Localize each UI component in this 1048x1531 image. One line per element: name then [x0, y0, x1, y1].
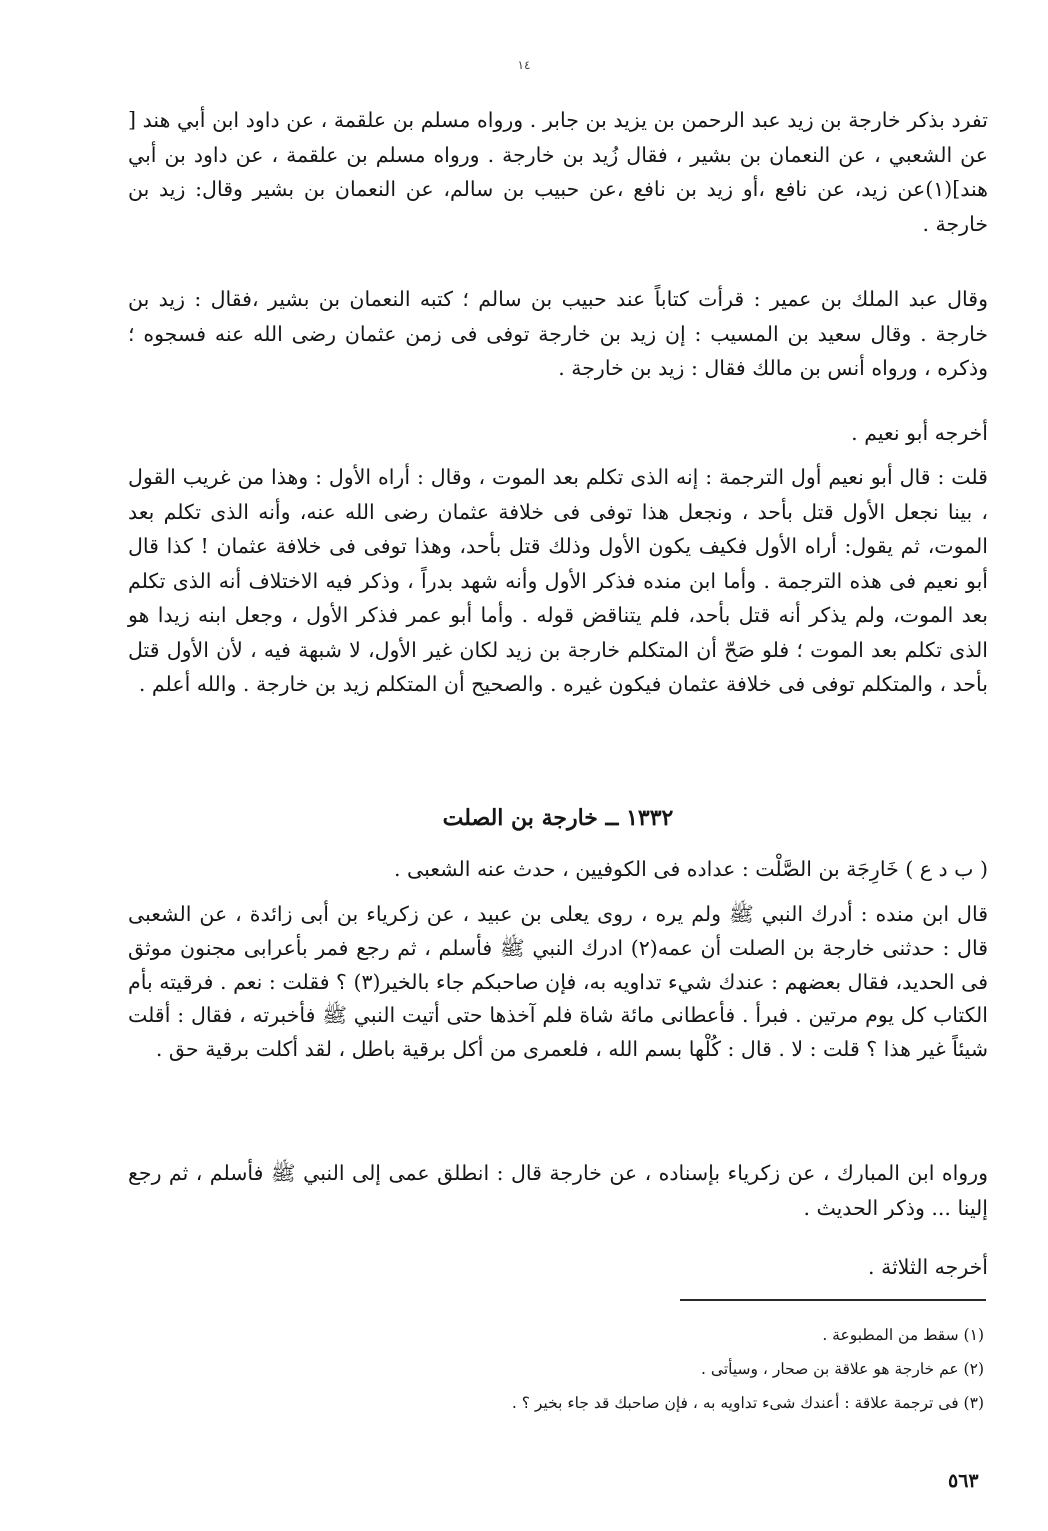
entry-heading: ١٣٣٢ ــ خارجة بن الصلت [442, 805, 674, 831]
paragraph-8: أخرجه الثلاثة . [868, 1255, 988, 1279]
paragraph-6: قال ابن منده : أدرك النبي ﷺ ولم يره ، روى يعلى بن عبيد ، عن زكرياء بن أبى زائدة ، عن الشعبى قال : حدثنى خارجة بن الصلت أن عمه(٢) ادرك النبي ﷺ فأسلم ، ثم رجع فمر بأعرابى مجنون موثق فى الحديد، فقال بعضهم : عندك شيء تداويه به، فإن صاحبكم جاء بالخير(٣) ؟ فقلت : نعم . فرقيته بأم الكتاب كل يوم مرتين . فبرأ . فأعطانى مائة شاة فلم آخذها حتى أتيت النبي ﷺ فأخبرته ، فقال : أقلت شيئاً غير هذا ؟ قلت : لا . قال : كُلْها بسم الله ، فلعمرى من أكل برقية باطل ، لقد أكلت برقية حق . [128, 902, 988, 1062]
footnote-1: (١) سقط من المطبوعة . [822, 1326, 984, 1344]
footnote-2: (٢) عم خارجة هو علاقة بن صحار ، وسيأتى . [701, 1360, 984, 1378]
paragraph-7: ورواه ابن المبارك ، عن زكرياء بإسناده ، عن خارجة قال : انطلق عمى إلى النبي ﷺ فأسلم ، ثم رجع إلينا ... وذكر الحديث . [128, 1161, 988, 1220]
footnote-rule [680, 1299, 986, 1301]
footnotes [128, 1318, 984, 1420]
paragraph-3: أخرجه أبو نعيم . [851, 421, 988, 445]
header-mark: ١٤ [517, 58, 531, 72]
paragraph-5: ( ب د ع ) خَارِجَة بن الصَّلْت : عداده فى الكوفيين ، حدث عنه الشعبى . [394, 857, 988, 881]
footnote-3: (٣) فى ترجمة علاقة : أعندك شىء تداويه به ، فإن صاحبك قد جاء بخير ؟ . [511, 1394, 984, 1412]
page-number: ٥٦٣ [948, 1470, 979, 1492]
paragraph-4: قلت : قال أبو نعيم أول الترجمة : إنه الذى تكلم بعد الموت ، وقال : أراه الأول : وهذا من غريب القول ، بينا نجعل الأول قتل بأحد ، ونجعل هذا توفى فى خلافة عثمان رضى الله عنه، وأنه الذى تكلم بعد الموت، ثم يقول: أراه الأول فكيف يكون الأول وذلك قتل بأحد، وهذا توفى فى خلافة عثمان ! كذا قال أبو نعيم فى هذه الترجمة . وأما ابن منده فذكر الأول وأنه شهد بدراً ، وذكر فيه الاختلاف أنه الذى تكلم بعد الموت، ولم يذكر أنه قتل بأحد، فلم يتناقض قوله . وأما أبو عمر فذكر الأول ، وجعل ابنه زيدا هو الذى تكلم بعد الموت ؛ فلو صَحّ أن المتكلم خارجة بن زيد لكان غير الأول، لا شبهة فيه ، لأن الأول قتل بأحد ، والمتكلم توفى فى خلافة عثمان فيكون غيره . والصحيح أن المتكلم زيد بن خارجة . والله أعلم . [128, 465, 988, 696]
paragraph-2: وقال عبد الملك بن عمير : قرأت كتاباً عند حبيب بن سالم ؛ كتبه النعمان بن بشير ،فقال : زيد بن خارجة . وقال سعيد بن المسيب : إن زيد بن خارجة توفى فى زمن عثمان رضى الله عنه فسجوه ؛ وذكره ، ورواه أنس بن مالك فقال : زيد بن خارجة . [128, 287, 989, 380]
paragraph-1: تفرد بذكر خارجة بن زيد عبد الرحمن بن يزيد بن جابر . ورواه مسلم بن علقمة ، عن داود ابن أبي هند [ عن الشعبي ، عن النعمان بن بشير ، فقال زُيد بن خارجة . ورواه مسلم بن علقمة ، عن داود بن أبي هند](١)عن زيد، عن نافع ،أو زيد بن نافع ،عن حبيب بن سالم، عن النعمان بن بشير وقال: زيد بن خارجة . [128, 108, 988, 236]
